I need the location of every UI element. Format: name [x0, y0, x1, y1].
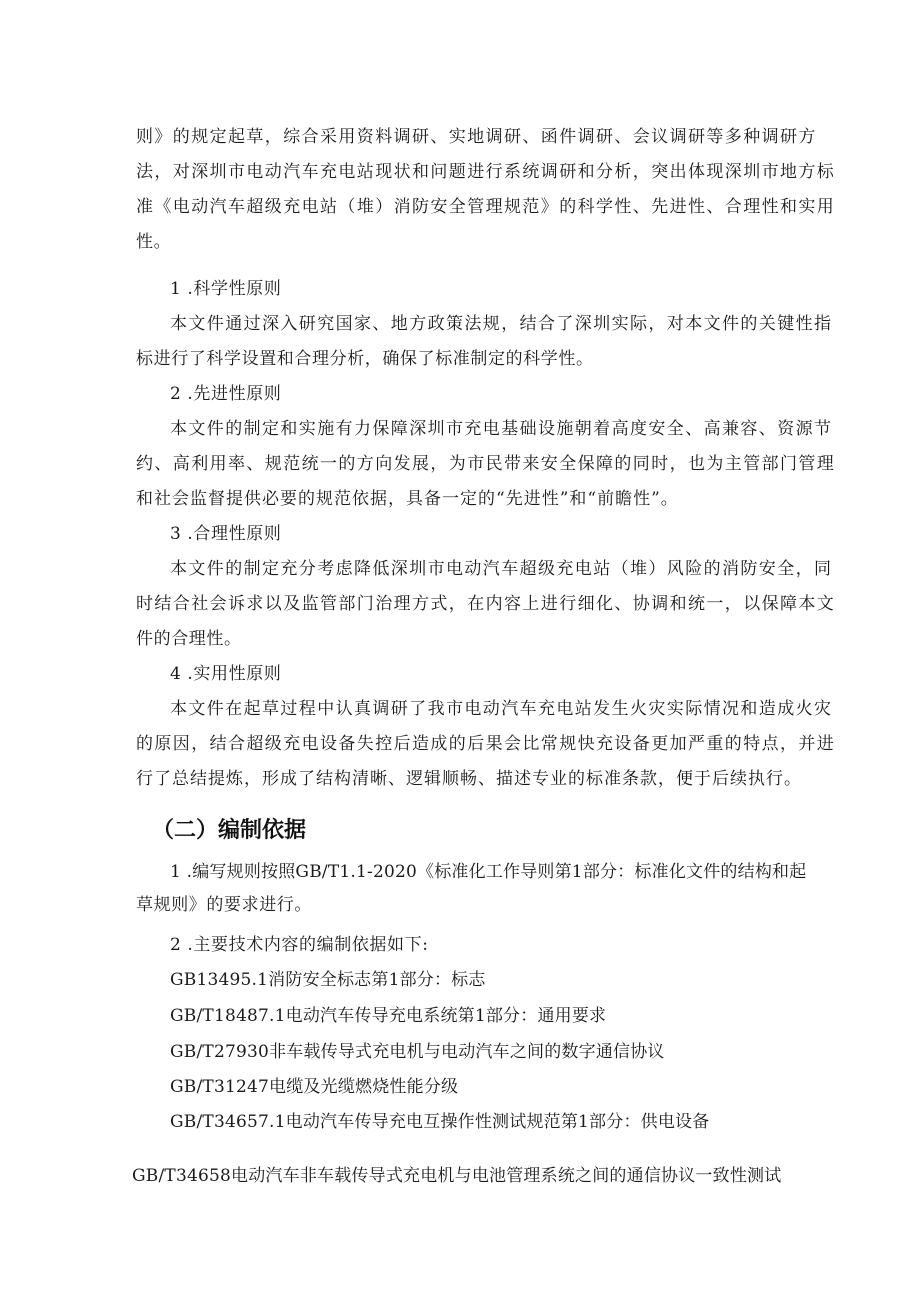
- intro-line: 准《电动汽车超级充电站（堆）消防安全管理规范》的科学性、先进性、合理性和实用: [136, 197, 836, 217]
- standard-reference: GB/T34658电动汽车非车载传导式充电机与电池管理系统之间的通信协议一致性测试: [132, 1166, 782, 1186]
- paragraph-line: 本文件的制定充分考虑降低深圳市电动汽车超级充电站（堆）风险的消防安全，同: [170, 559, 833, 579]
- intro-line: 则》的规定起草，综合采用资料调研、实地调研、函件调研、会议调研等多种调研方: [136, 127, 817, 147]
- paragraph-line: 本文件的制定和实施有力保障深圳市充电基础设施朝着高度安全、高兼容、资源节: [170, 419, 833, 439]
- paragraph-line: 件的合理性。: [136, 629, 242, 649]
- paragraph-line: 本文件在起草过程中认真调研了我市电动汽车充电站发生火灾实际情况和造成火灾: [170, 699, 833, 719]
- standard-reference: GB/T31247电缆及光缆燃烧性能分级: [170, 1077, 459, 1097]
- standard-reference: GB/T34657.1电动汽车传导充电互操作性测试规范第1部分：供电设备: [170, 1112, 710, 1132]
- principle-title: 4 .实用性原则: [170, 664, 282, 684]
- intro-line: 法，对深圳市电动汽车充电站现状和问题进行系统调研和分析，突出体现深圳市地方标: [136, 162, 836, 182]
- paragraph-line: 的原因，结合超级充电设备失控后造成的后果会比常规快充设备更加严重的特点，并进: [136, 734, 836, 754]
- paragraph-line: 约、高利用率、规范统一的方向发展，为市民带来安全保障的同时，也为主管部门管理: [136, 454, 836, 474]
- paragraph-line: 本文件通过深入研究国家、地方政策法规，结合了深圳实际，对本文件的关键性指: [170, 314, 833, 334]
- standard-reference: GB13495.1消防安全标志第1部分：标志: [170, 970, 486, 990]
- paragraph-line: 和社会监督提供必要的规范依据，具备一定的“先进性”和“前瞻性”。: [136, 489, 679, 509]
- standard-reference: GB/T27930非车载传导式充电机与电动汽车之间的数字通信协议: [170, 1042, 665, 1062]
- principle-title: 3 .合理性原则: [170, 524, 282, 544]
- principle-title: 1 .科学性原则: [170, 279, 282, 299]
- basis-item: 1 .编写规则按照GB/T1.1-2020《标准化工作导则第1部分：标准化文件的结构和起: [170, 862, 807, 882]
- standard-reference: GB/T18487.1电动汽车传导充电系统第1部分：通用要求: [170, 1006, 607, 1026]
- principle-title: 2 .先进性原则: [170, 384, 282, 404]
- basis-item: 草规则》的要求进行。: [136, 895, 312, 915]
- paragraph-line: 行了总结提炼，形成了结构清晰、逻辑顺畅、描述专业的标准条款，便于后续执行。: [136, 769, 802, 789]
- paragraph-line: 标进行了科学设置和合理分析，确保了标准制定的科学性。: [136, 349, 594, 369]
- paragraph-line: 时结合社会诉求以及监管部门治理方式，在内容上进行细化、协调和统一，以保障本文: [136, 594, 836, 614]
- section-heading: （二）编制依据: [152, 818, 307, 843]
- basis-item-title: 2 .主要技术内容的编制依据如下:: [170, 935, 429, 955]
- intro-line: 性。: [136, 232, 172, 252]
